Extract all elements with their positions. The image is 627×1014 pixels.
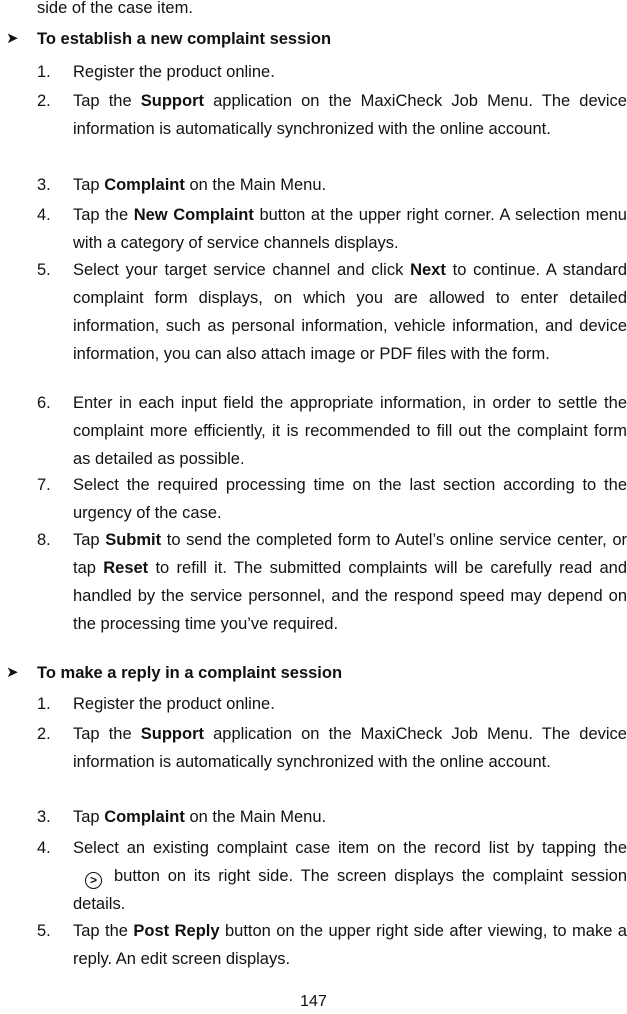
step-text [73,720,627,776]
text-run: on the Main Menu. [184,176,327,194]
text-run: Register the product online. [73,63,275,81]
bold-term: Support [140,725,205,743]
step-text [73,389,627,473]
text-run: button on its right side. The screen displays the complaint session details. [73,867,627,913]
step-text [73,834,627,918]
text-run: button at the upper right corner. A selection menu with a category of service channels displays. [73,206,627,252]
bold-term: Next [410,261,446,279]
bold-term: Complaint [104,176,185,194]
page-number: 147 [300,993,327,1010]
step-text [73,201,627,257]
step-text [73,803,627,831]
text-run: Tap [73,176,105,194]
text-run: application on the MaxiCheck Job Menu. The device information is automatically synchronized with the online account. [73,92,627,138]
step-text [73,58,627,86]
list-item [37,526,627,638]
text-run: Tap the [73,922,134,940]
list-item [37,917,627,973]
step-text [73,87,627,143]
text-run: Select your target service channel and click [73,261,411,279]
text-run: Select the required processing time on the last section according to the urgency of the case. [73,476,627,522]
step-number: 5. [37,261,51,279]
step-number: 1. [37,63,51,81]
arrow-bullet-icon: ➤ [6,30,19,47]
step-number: 4. [37,206,51,224]
section-heading: To make a reply in a complaint session [37,664,343,682]
bold-term: Complaint [104,808,185,826]
step-number: 2. [37,92,51,110]
bold-term: Reset [103,559,149,577]
text-run: to refill it. The submitted complaints will be carefully read and handled by the service personnel, and the respond speed may depend on the processing time you’ve required. [73,559,627,633]
text-run: Register the product online. [73,695,275,713]
text-run: application on the MaxiCheck Job Menu. The device information is automatically synchronized with the online account. [73,725,627,771]
text-run: on the Main Menu. [184,808,327,826]
list-item [37,803,627,831]
list-item [37,201,627,257]
bold-term: Support [140,92,205,110]
chevron-right-circle-icon: > [85,872,102,889]
text-run: to continue. A standard complaint form displays, on which you are allowed to enter detailed information, such as personal information, vehicle information, and device information, you can also attach image or PDF files with the form. [73,261,627,363]
step-text [73,171,627,199]
step-number: 2. [37,725,51,743]
text-run: to send the completed form to Autel’s online service center, or tap [73,531,627,577]
step-number: 5. [37,922,51,940]
bold-term: New Complaint [133,206,254,224]
list-item [37,389,627,473]
step-number: 6. [37,394,51,412]
text-run: Select an existing complaint case item on the record list by tapping the [73,839,627,857]
text-run: Enter in each input field the appropriate information, in order to settle the complaint more efficiently, it is recommended to fill out the complaint form as detailed as possible. [73,394,627,468]
step-text [73,917,627,973]
step-number: 3. [37,176,51,194]
step-number: 1. [37,695,51,713]
list-item [37,171,627,199]
step-text [73,471,627,527]
step-number: 8. [37,531,51,549]
step-number: 3. [37,808,51,826]
list-item [37,690,627,718]
step-text [73,690,627,718]
step-text [73,256,627,368]
text-run: Tap the [73,92,141,110]
arrow-bullet-icon: ➤ [6,664,19,681]
text-run: button on the upper right side after viewing, to make a reply. An edit screen displays. [73,922,627,968]
list-item [37,471,627,527]
text-run: Tap [73,808,105,826]
list-item [37,58,627,86]
step-text [73,526,627,638]
list-item [37,256,627,368]
list-item [37,87,627,143]
text-run: Tap [73,531,106,549]
text-run: Tap the [73,725,141,743]
list-item [37,720,627,776]
list-item [37,834,627,918]
step-number: 4. [37,839,51,857]
section-heading: To establish a new complaint session [37,30,332,48]
step-number: 7. [37,476,51,494]
bold-term: Submit [105,531,162,549]
bold-term: Post Reply [133,922,220,940]
text-run: Tap the [73,206,134,224]
continuation-text: side of the case item. [37,0,193,17]
